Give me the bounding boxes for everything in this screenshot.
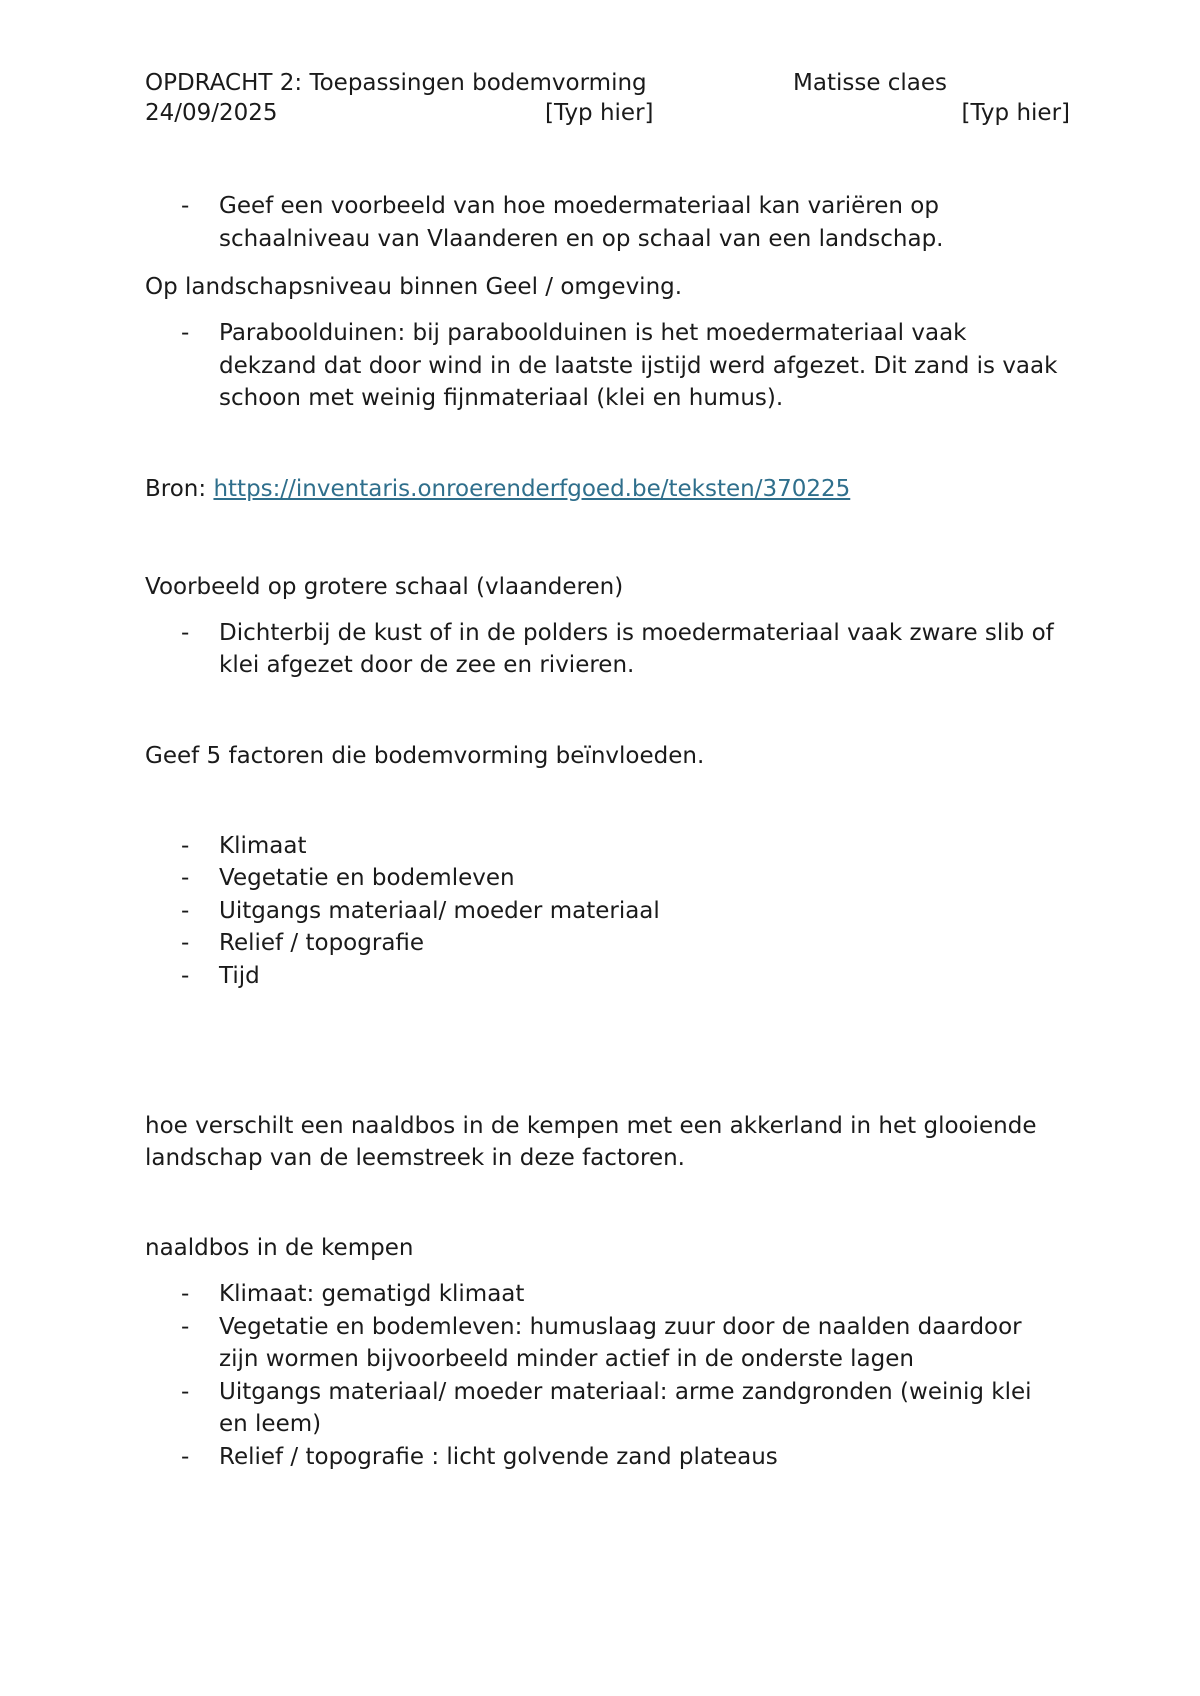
header-placeholder-right[interactable]: [Typ hier] xyxy=(961,100,1070,126)
list-item: - Vegetatie en bodemleven: humuslaag zuur door de naalden daardoor zijn wormen bijvoorbeeld minder actief in de onderste lagen xyxy=(145,1311,1065,1376)
page-header xyxy=(145,68,1070,128)
list-item: - Uitgangs materiaal/ moeder materiaal xyxy=(145,895,1065,928)
source-label: Bron: xyxy=(145,475,214,502)
source-link[interactable]: https://inventaris.onroerenderfgoed.be/teksten/370225 xyxy=(213,475,851,502)
list-item: - Klimaat xyxy=(145,830,1065,863)
header-author: Matisse claes xyxy=(793,70,948,96)
list-item: - Relief / topografie : licht golvende zand plateaus xyxy=(145,1441,1065,1474)
forest-list xyxy=(145,1278,1065,1473)
factors-list xyxy=(145,830,1065,993)
list-item: - Vegetatie en bodemleven xyxy=(145,862,1065,895)
flanders-item: - Dichterbij de kust of in de polders is moedermateriaal vaak zware slib of klei afgezet door de zee en rivieren. xyxy=(145,617,1065,682)
forest-heading: naaldbos in de kempen xyxy=(145,1235,414,1261)
question1-list xyxy=(145,190,1065,255)
header-title: OPDRACHT 2: Toepassingen bodemvorming xyxy=(145,70,647,96)
list-item: - Uitgangs materiaal/ moeder materiaal: arme zandgronden (weinig klei en leem) xyxy=(145,1376,1065,1441)
source-line xyxy=(145,473,1065,505)
header-placeholder-center[interactable]: [Typ hier] xyxy=(545,100,654,126)
question1: - Geef een voorbeeld van hoe moedermateriaal kan variëren op schaalniveau van Vlaanderen en op schaal van een landschap. xyxy=(145,190,1065,255)
list-item: - Tijd xyxy=(145,960,1065,993)
landscape-heading: Op landschapsniveau binnen Geel / omgeving. xyxy=(145,274,683,300)
document-body xyxy=(145,190,1065,1473)
flanders-list xyxy=(145,617,1065,682)
question3: hoe verschilt een naaldbos in de kempen met een akkerland in het glooiende landschap van de leemstreek in deze factoren. xyxy=(145,1113,1037,1171)
header-date: 24/09/2025 xyxy=(145,100,278,126)
flanders-heading: Voorbeeld op grotere schaal (vlaanderen) xyxy=(145,573,624,600)
question2: Geef 5 factoren die bodemvorming beïnvloeden. xyxy=(145,742,705,769)
list-item: - Klimaat: gematigd klimaat xyxy=(145,1278,1065,1311)
list-item: - Relief / topografie xyxy=(145,927,1065,960)
landscape-list xyxy=(145,317,1065,415)
landscape-item: - Paraboolduinen: bij paraboolduinen is het moedermateriaal vaak dekzand dat door wind in de laatste ijstijd werd afgezet. Dit zand is vaak schoon met weinig fijnmateriaal (klei en humus). xyxy=(145,317,1065,415)
